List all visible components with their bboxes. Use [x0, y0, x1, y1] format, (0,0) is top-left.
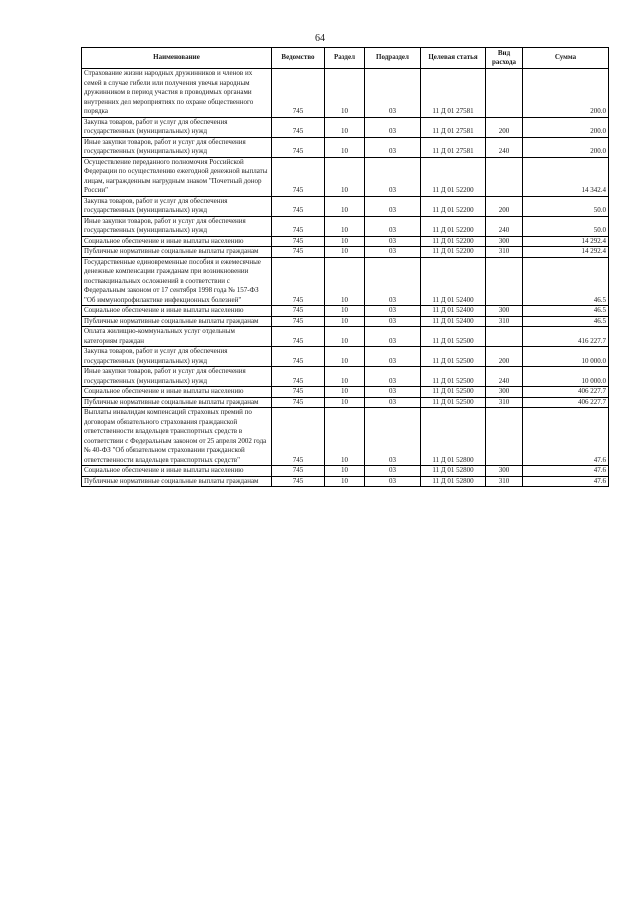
- cell-section: 10: [325, 69, 365, 118]
- cell-subsection: 03: [365, 387, 421, 398]
- table-row: [82, 316, 609, 327]
- cell-section: 10: [325, 257, 365, 306]
- header-row: [82, 48, 609, 69]
- cell-subsection: 03: [365, 117, 421, 137]
- cell-dept: 745: [272, 367, 325, 387]
- cell-target: 11 Д 01 52500: [421, 347, 486, 367]
- cell-name: Оплата жилищно-коммунальных услуг отдельным категориям граждан: [82, 327, 272, 347]
- table-row: [82, 117, 609, 137]
- cell-amount: 46.5: [523, 306, 609, 317]
- cell-dept: 745: [272, 247, 325, 258]
- cell-amount: 14 292.4: [523, 236, 609, 247]
- cell-amount: 200.0: [523, 117, 609, 137]
- cell-dept: 745: [272, 397, 325, 408]
- col-header-name: Наименование: [82, 48, 272, 69]
- cell-dept: 745: [272, 236, 325, 247]
- cell-amount: 47.6: [523, 476, 609, 487]
- cell-dept: 745: [272, 196, 325, 216]
- cell-name: Государственные единовременные пособия и ежемесячные денежные компенсации гражданам при возникновении поствакцинальных осложнений в соответствии с Федеральным законом от 17 сентября 1998 года № 157-ФЗ "Об иммунопрофилактике инфекционных болезней": [82, 257, 272, 306]
- cell-subsection: 03: [365, 257, 421, 306]
- page-number: 64: [315, 33, 325, 44]
- cell-name: Публичные нормативные социальные выплаты гражданам: [82, 316, 272, 327]
- table-row: [82, 408, 609, 466]
- cell-name: Социальное обеспечение и иные выплаты населению: [82, 306, 272, 317]
- cell-subsection: 03: [365, 306, 421, 317]
- cell-target: 11 Д 01 52200: [421, 196, 486, 216]
- cell-amount: 200.0: [523, 69, 609, 118]
- cell-exp-type: [486, 157, 523, 196]
- cell-exp-type: 200: [486, 196, 523, 216]
- cell-exp-type: 310: [486, 397, 523, 408]
- cell-section: 10: [325, 137, 365, 157]
- cell-section: 10: [325, 367, 365, 387]
- cell-subsection: 03: [365, 466, 421, 477]
- cell-target: 11 Д 01 52800: [421, 466, 486, 477]
- cell-exp-type: [486, 408, 523, 466]
- table-row: [82, 247, 609, 258]
- table-row: [82, 306, 609, 317]
- cell-subsection: 03: [365, 397, 421, 408]
- cell-subsection: 03: [365, 196, 421, 216]
- cell-exp-type: 300: [486, 236, 523, 247]
- cell-exp-type: 310: [486, 247, 523, 258]
- cell-target: 11 Д 01 52500: [421, 367, 486, 387]
- cell-subsection: 03: [365, 157, 421, 196]
- cell-exp-type: 300: [486, 466, 523, 477]
- cell-section: 10: [325, 236, 365, 247]
- cell-exp-type: [486, 257, 523, 306]
- cell-subsection: 03: [365, 408, 421, 466]
- cell-amount: 416 227.7: [523, 327, 609, 347]
- cell-name: Публичные нормативные социальные выплаты гражданам: [82, 476, 272, 487]
- table-row: [82, 157, 609, 196]
- cell-target: 11 Д 01 52500: [421, 387, 486, 398]
- cell-amount: 406 227.7: [523, 387, 609, 398]
- cell-subsection: 03: [365, 137, 421, 157]
- cell-amount: 50.0: [523, 216, 609, 236]
- cell-name: Социальное обеспечение и иные выплаты населению: [82, 387, 272, 398]
- cell-target: 11 Д 01 52500: [421, 327, 486, 347]
- table-row: [82, 327, 609, 347]
- cell-exp-type: 240: [486, 367, 523, 387]
- cell-section: 10: [325, 157, 365, 196]
- cell-target: 11 Д 01 27581: [421, 69, 486, 118]
- cell-target: 11 Д 01 52800: [421, 476, 486, 487]
- cell-subsection: 03: [365, 367, 421, 387]
- col-header-section: Раздел: [325, 48, 365, 69]
- cell-exp-type: 310: [486, 476, 523, 487]
- cell-name: Иные закупки товаров, работ и услуг для обеспечения государственных (муниципальных) нужд: [82, 137, 272, 157]
- table-row: [82, 236, 609, 247]
- cell-amount: 406 227.7: [523, 397, 609, 408]
- cell-target: 11 Д 01 52200: [421, 157, 486, 196]
- table-row: [82, 367, 609, 387]
- cell-subsection: 03: [365, 69, 421, 118]
- cell-amount: 14 292.4: [523, 247, 609, 258]
- cell-subsection: 03: [365, 347, 421, 367]
- cell-dept: 745: [272, 408, 325, 466]
- cell-subsection: 03: [365, 316, 421, 327]
- cell-name: Иные закупки товаров, работ и услуг для обеспечения государственных (муниципальных) нужд: [82, 216, 272, 236]
- col-header-target: Целевая статья: [421, 48, 486, 69]
- cell-exp-type: 300: [486, 306, 523, 317]
- cell-exp-type: [486, 327, 523, 347]
- cell-name: Иные закупки товаров, работ и услуг для обеспечения государственных (муниципальных) нужд: [82, 367, 272, 387]
- cell-name: Осуществление переданного полномочия Российской Федерации по осуществлению ежегодной денежной выплаты лицам, награжденным нагрудным знаком "Почетный донор России": [82, 157, 272, 196]
- cell-subsection: 03: [365, 236, 421, 247]
- cell-section: 10: [325, 327, 365, 347]
- cell-amount: 47.6: [523, 408, 609, 466]
- cell-amount: 50.0: [523, 196, 609, 216]
- cell-name: Закупка товаров, работ и услуг для обеспечения государственных (муниципальных) нужд: [82, 196, 272, 216]
- cell-name: Социальное обеспечение и иные выплаты населению: [82, 236, 272, 247]
- cell-target: 11 Д 01 52400: [421, 306, 486, 317]
- cell-target: 11 Д 01 52400: [421, 257, 486, 306]
- cell-section: 10: [325, 466, 365, 477]
- cell-section: 10: [325, 247, 365, 258]
- cell-dept: 745: [272, 466, 325, 477]
- table-row: [82, 387, 609, 398]
- table-row: [82, 69, 609, 118]
- cell-section: 10: [325, 306, 365, 317]
- cell-dept: 745: [272, 327, 325, 347]
- cell-subsection: 03: [365, 216, 421, 236]
- cell-dept: 745: [272, 257, 325, 306]
- cell-amount: 10 000.0: [523, 367, 609, 387]
- col-header-exp-type: Вид расхода: [486, 48, 523, 69]
- cell-amount: 14 342.4: [523, 157, 609, 196]
- col-header-dept: Ведомство: [272, 48, 325, 69]
- cell-target: 11 Д 01 52400: [421, 316, 486, 327]
- cell-exp-type: 200: [486, 117, 523, 137]
- cell-name: Страхование жизни народных дружинников и членов их семей в случае гибели или получения увечья народным дружинником в период участия в проводимых органами внутренних дел мероприятиях по охране общественного порядка: [82, 69, 272, 118]
- budget-table: [81, 47, 609, 487]
- cell-target: 11 Д 01 27581: [421, 117, 486, 137]
- cell-section: 10: [325, 408, 365, 466]
- cell-name: Выплаты инвалидам компенсаций страховых премий по договорам обязательного страхования гражданской ответственности владельцев транспортных средств в соответствии с Федеральным законом от 25 апреля 2002 года № 40-ФЗ "Об обязательном страховании гражданской ответственности владельцев транспортных средств": [82, 408, 272, 466]
- cell-exp-type: 300: [486, 387, 523, 398]
- cell-name: Социальное обеспечение и иные выплаты населению: [82, 466, 272, 477]
- cell-name: Публичные нормативные социальные выплаты гражданам: [82, 397, 272, 408]
- cell-section: 10: [325, 476, 365, 487]
- cell-exp-type: 310: [486, 316, 523, 327]
- table-row: [82, 216, 609, 236]
- cell-section: 10: [325, 196, 365, 216]
- cell-dept: 745: [272, 157, 325, 196]
- cell-amount: 46.5: [523, 316, 609, 327]
- cell-exp-type: 240: [486, 137, 523, 157]
- cell-dept: 745: [272, 476, 325, 487]
- cell-amount: 10 000.0: [523, 347, 609, 367]
- table-row: [82, 397, 609, 408]
- cell-amount: 200.0: [523, 137, 609, 157]
- table-row: [82, 257, 609, 306]
- cell-target: 11 Д 01 52500: [421, 397, 486, 408]
- cell-exp-type: [486, 69, 523, 118]
- cell-dept: 745: [272, 69, 325, 118]
- cell-section: 10: [325, 216, 365, 236]
- cell-dept: 745: [272, 316, 325, 327]
- cell-name: Закупка товаров, работ и услуг для обеспечения государственных (муниципальных) нужд: [82, 117, 272, 137]
- cell-target: 11 Д 01 52200: [421, 216, 486, 236]
- cell-dept: 745: [272, 117, 325, 137]
- cell-dept: 745: [272, 387, 325, 398]
- cell-subsection: 03: [365, 327, 421, 347]
- cell-dept: 745: [272, 216, 325, 236]
- cell-dept: 745: [272, 347, 325, 367]
- cell-section: 10: [325, 387, 365, 398]
- table-row: [82, 196, 609, 216]
- cell-name: Закупка товаров, работ и услуг для обеспечения государственных (муниципальных) нужд: [82, 347, 272, 367]
- cell-target: 11 Д 01 52200: [421, 247, 486, 258]
- cell-subsection: 03: [365, 476, 421, 487]
- cell-section: 10: [325, 117, 365, 137]
- cell-name: Публичные нормативные социальные выплаты гражданам: [82, 247, 272, 258]
- cell-exp-type: 240: [486, 216, 523, 236]
- col-header-amount: Сумма: [523, 48, 609, 69]
- cell-amount: 47.6: [523, 466, 609, 477]
- cell-amount: 46.5: [523, 257, 609, 306]
- cell-target: 11 Д 01 52200: [421, 236, 486, 247]
- cell-section: 10: [325, 347, 365, 367]
- cell-dept: 745: [272, 137, 325, 157]
- cell-exp-type: 200: [486, 347, 523, 367]
- cell-dept: 745: [272, 306, 325, 317]
- table-row: [82, 137, 609, 157]
- cell-section: 10: [325, 397, 365, 408]
- col-header-subsection: Подраздел: [365, 48, 421, 69]
- cell-target: 11 Д 01 27581: [421, 137, 486, 157]
- table-row: [82, 466, 609, 477]
- cell-subsection: 03: [365, 247, 421, 258]
- table-row: [82, 347, 609, 367]
- cell-target: 11 Д 01 52800: [421, 408, 486, 466]
- table-row: [82, 476, 609, 487]
- cell-section: 10: [325, 316, 365, 327]
